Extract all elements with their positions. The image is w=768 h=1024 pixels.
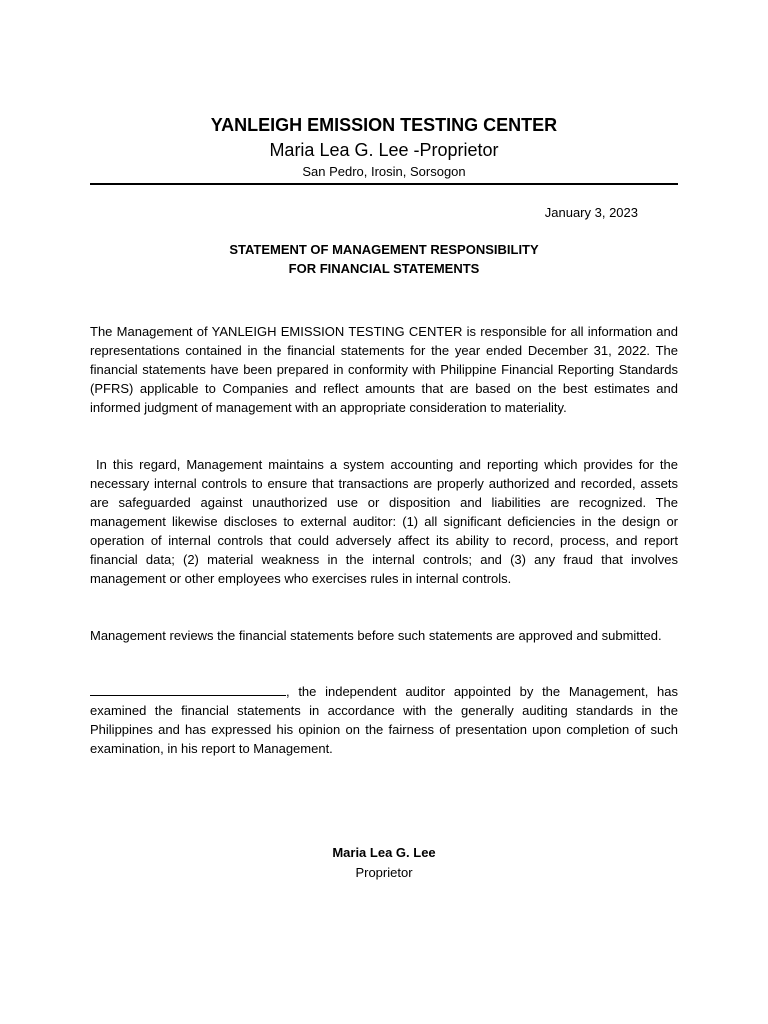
- document-title-line-1: STATEMENT OF MANAGEMENT RESPONSIBILITY: [229, 242, 539, 257]
- paragraph-responsibility: The Management of YANLEIGH EMISSION TESTING CENTER is responsible for all information and representations contained in the financial statements for the year ended December 31, 2022. The financial statements have been prepared in conformity with Philippine Financial Reporting Standards (PFRS) applicable to Companies and reflect amounts that are based on the best estimates and informed judgment of management with an appropriate consideration to materiality.: [90, 324, 678, 415]
- proprietor-line: Maria Lea G. Lee -Proprietor: [269, 140, 499, 160]
- letterhead: [90, 114, 678, 180]
- signatory-name: Maria Lea G. Lee: [332, 845, 436, 860]
- document-title-line-2: FOR FINANCIAL STATEMENTS: [288, 261, 480, 276]
- company-name: YANLEIGH EMISSION TESTING CENTER: [210, 115, 558, 135]
- paragraph-internal-controls: In this regard, Management maintains a system accounting and reporting which provides for the necessary internal controls to ensure that transactions are properly authorized and recorded, assets are safeguarded against unauthorized use or disposition and liabilities are recognized. The management likewise discloses to external auditor: (1) all significant deficiencies in the design or operation of internal controls that could adversely affect its ability to record, process, and report financial data; (2) material weakness in the internal controls; and (3) any fraud that involves management or other employees who exercises rules in internal controls.: [90, 457, 682, 586]
- signature-block: [90, 843, 678, 882]
- company-address: San Pedro, Irosin, Sorsogon: [302, 164, 466, 179]
- signatory-title: Proprietor: [355, 865, 413, 880]
- paragraph-auditor: [90, 682, 678, 758]
- paragraph-review: Management reviews the financial statements before such statements are approved and submitted.: [90, 628, 662, 643]
- document-date: January 3, 2023: [544, 205, 638, 220]
- auditor-name-blank: [90, 683, 286, 696]
- letterhead-divider: [90, 183, 678, 185]
- paragraph-auditor-text: , the independent auditor appointed by the Management, has examined the financial statements in accordance with the generally auditing standards in the Philippines and has expressed his opinion on the fairness of presentation upon completion of such examination, in his report to Management.: [90, 684, 678, 756]
- document-title: [90, 240, 678, 278]
